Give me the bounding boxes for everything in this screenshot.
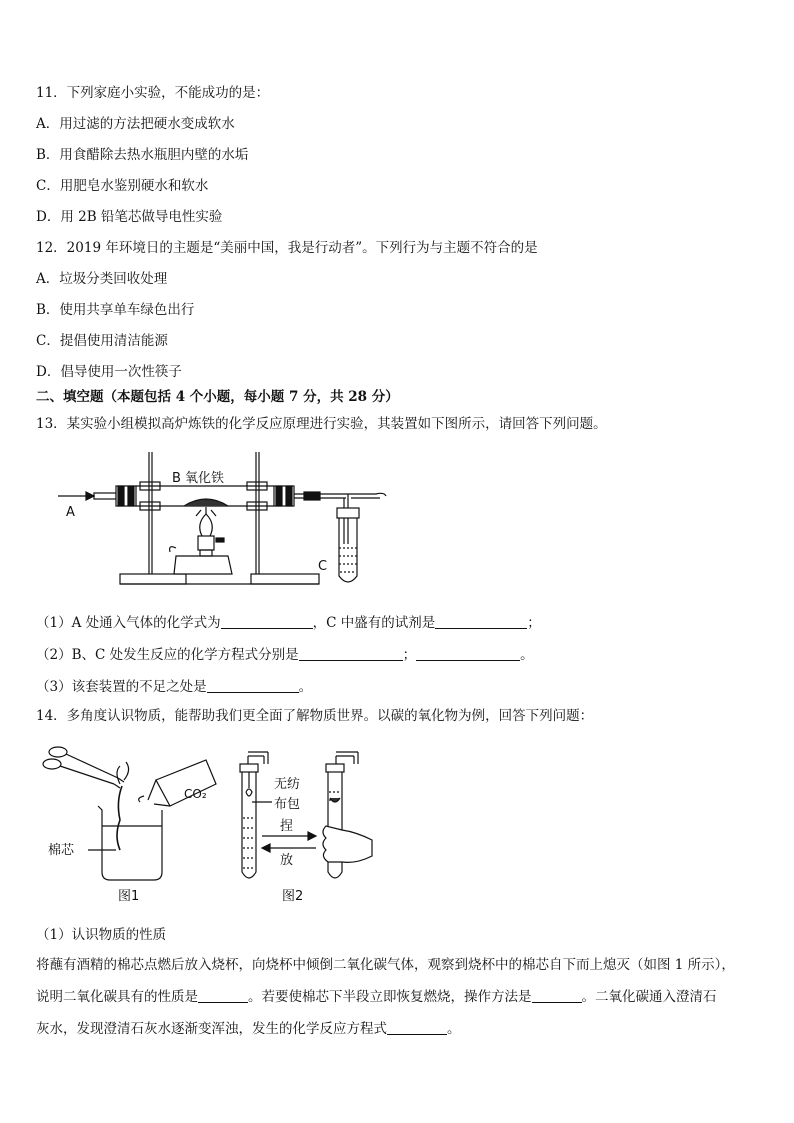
caption-fig2: 图2 bbox=[282, 889, 304, 904]
blast-furnace-apparatus-figure bbox=[56, 444, 396, 592]
q12-option-b: B．使用共享单车绿色出行 bbox=[36, 302, 195, 318]
caption-fig1: 图1 bbox=[118, 889, 140, 904]
q12-option-d: D．倡导使用一次性筷子 bbox=[36, 364, 182, 380]
label-b-iron-oxide: B 氧化铁 bbox=[172, 471, 225, 486]
answer-blank[interactable] bbox=[198, 988, 248, 1003]
q11-option-d: D．用 2B 铅笔芯做导电性实验 bbox=[36, 209, 223, 225]
answer-blank[interactable] bbox=[299, 646, 403, 661]
label-bag-2: 布包 bbox=[274, 797, 301, 812]
q12-option-c: C．提倡使用清洁能源 bbox=[36, 333, 168, 349]
label-co2: CO₂ bbox=[184, 787, 207, 801]
answer-blank[interactable] bbox=[435, 614, 527, 629]
q13-sub2: （2）B、C 处发生反应的化学方程式分别是 ； 。 bbox=[36, 647, 534, 663]
q11-stem: 11．下列家庭小实验，不能成功的是： bbox=[36, 85, 270, 101]
label-a: A bbox=[66, 505, 75, 520]
q14-para-line-1: 将蘸有酒精的棉芯点燃后放入烧杯，向烧杯中倾倒二氧化碳气体，观察到烧杯中的棉芯自下而上熄灭（如图 1 所示）， bbox=[36, 957, 735, 973]
q13-sub3: （3）该套装置的不足之处是 。 bbox=[36, 679, 313, 695]
q14-sub1-title: （1）认识物质的性质 bbox=[36, 927, 167, 943]
q11-option-b: B．用食醋除去热水瓶胆内壁的水垢 bbox=[36, 147, 249, 163]
q14-para-line-2: 说明二氧化碳具有的性质是 。若要使棉芯下半段立即恢复燃烧，操作方法是 。二氧化碳通入澄清石 bbox=[36, 989, 717, 1005]
answer-blank[interactable] bbox=[387, 1020, 447, 1035]
q13-sub1: （1）A 处通入气体的化学式为 ，C 中盛有的试剂是 ； bbox=[36, 615, 541, 631]
q12-option-a: A．垃圾分类回收处理 bbox=[36, 271, 168, 287]
answer-blank[interactable] bbox=[221, 614, 313, 629]
answer-blank[interactable] bbox=[207, 678, 299, 693]
label-pinch: 捏 bbox=[280, 819, 294, 834]
q14-para-line-3: 灰水，发现澄清石灰水逐渐变浑浊，发生的化学反应方程式 。 bbox=[36, 1021, 461, 1037]
answer-blank[interactable] bbox=[532, 988, 582, 1003]
q14-stem: 14．多角度认识物质，能帮助我们更全面了解物质世界。以碳的氧化物为例，回答下列问题： bbox=[36, 708, 594, 724]
label-c: C bbox=[318, 559, 328, 574]
q11-option-c: C．用肥皂水鉴别硬水和软水 bbox=[36, 178, 209, 194]
section-heading: 二、填空题（本题包括 4 个小题，每小题 7 分，共 28 分） bbox=[36, 389, 399, 405]
co2-experiment-figures bbox=[36, 740, 376, 910]
label-release: 放 bbox=[280, 853, 294, 868]
label-bag-1: 无纺 bbox=[274, 777, 301, 792]
q13-stem: 13．某实验小组模拟高炉炼铁的化学反应原理进行实验，其装置如下图所示，请回答下列问题。 bbox=[36, 416, 607, 432]
q11-option-a: A．用过滤的方法把硬水变成软水 bbox=[36, 116, 235, 132]
label-wick: 棉芯 bbox=[48, 843, 75, 858]
q12-stem: 12．2019 年环境日的主题是“美丽中国，我是行动者”。下列行为与主题不符合的是 bbox=[36, 240, 538, 256]
answer-blank[interactable] bbox=[416, 646, 520, 661]
